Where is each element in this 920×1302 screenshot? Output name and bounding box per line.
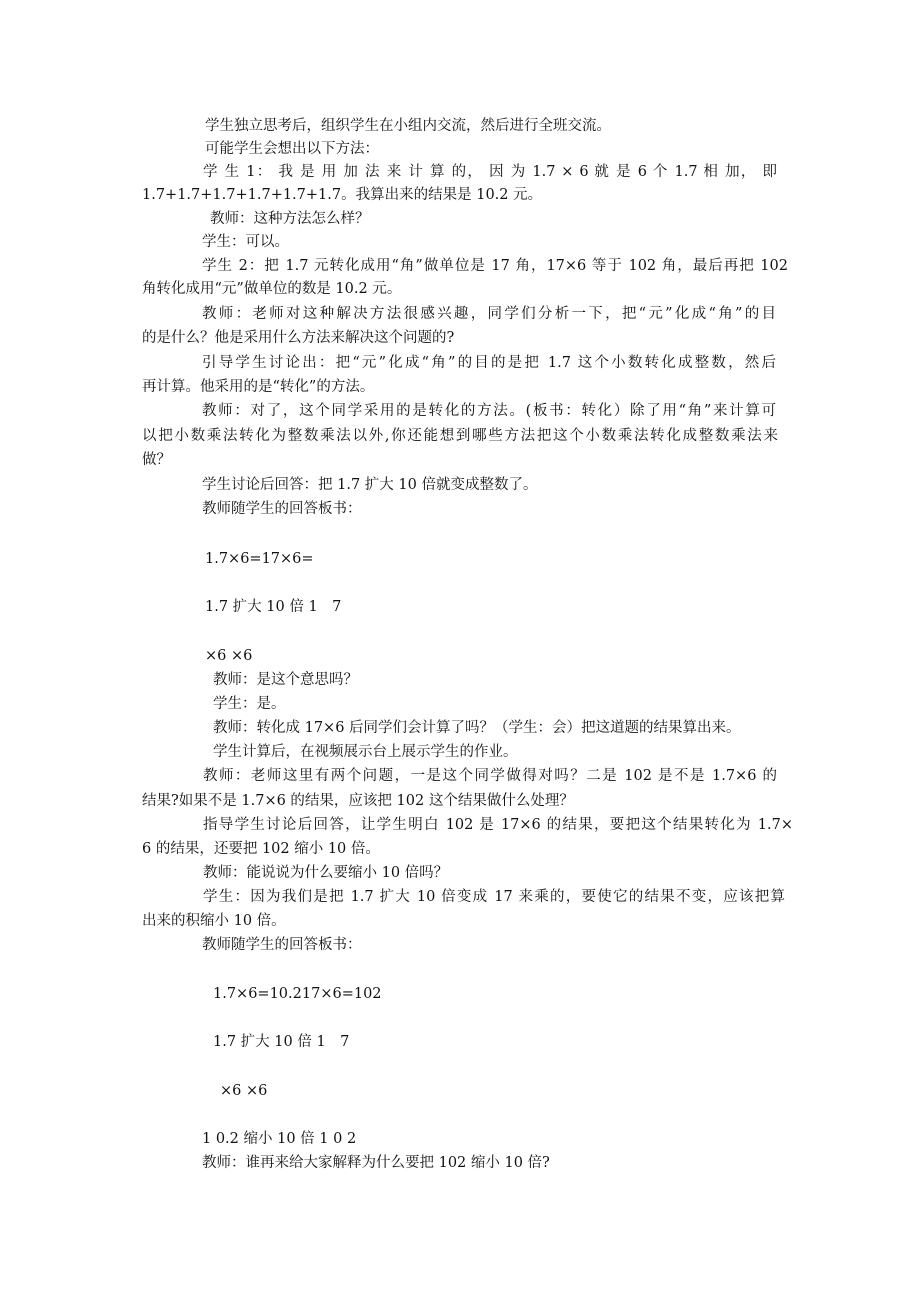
text-line: 学生 2：把 1.7 元转化成用“角”做单位是 17 角，17×6 等于 102 角，最后再把 102 — [202, 258, 788, 274]
text-line: 再计算。他采用的是“转化”的方法。 — [142, 379, 375, 395]
text-line: 教师：转化成 17×6 后同学们会计算了吗？（学生：会）把这道题的结果算出来。 — [213, 720, 741, 736]
text-line: 教师：谁再来给大家解释为什么要把 102 缩小 10 倍? — [202, 1155, 550, 1171]
board-line: 1.7 扩大 10 倍 1 7 — [205, 599, 342, 615]
text-line: 学生：是。 — [213, 696, 286, 712]
text-line: 角转化成用“元”做单位的数是 10.2 元。 — [142, 281, 402, 297]
text-line: 教师随学生的回答板书： — [202, 501, 362, 517]
text-line: 出来的积缩小 10 倍。 — [142, 913, 286, 929]
text-line: 学 生 1： 我 是 用 加 法 来 计 算 的， 因 为 1.7 × 6 就 是 6 个 1.7 相 加， 即 — [203, 164, 777, 180]
board-line: ×6 ×6 — [220, 1083, 268, 1099]
text-line: 可能学生会想出以下方法： — [205, 141, 379, 157]
text-line: 以把小数乘法转化为整数乘法以外,你还能想到哪些方法把这个小数乘法转化成整数乘法来 — [142, 428, 778, 444]
text-line: 教师随学生的回答板书： — [202, 937, 362, 953]
text-line: 教师：老师这里有两个问题，一是这个同学做得对吗？二是 102 是不是 1.7×6 的 — [203, 768, 777, 784]
text-line: 教师：是这个意思吗？ — [213, 672, 358, 688]
text-line: 引导学生讨论出：把“元”化成“角”的目的是把 1.7 这个小数转化成整数，然后 — [202, 355, 776, 371]
text-line: 学生讨论后回答：把 1.7 扩大 10 倍就变成整数了。 — [202, 477, 538, 493]
text-line: 1.7+1.7+1.7+1.7+1.7+1.7。我算出来的结果是 10.2 元。 — [142, 187, 543, 203]
text-line: 学生：可以。 — [202, 234, 289, 250]
board-line: 1.7×6=17×6= — [205, 551, 314, 567]
text-line: 结果?如果不是 1.7×6 的结果，应该把 102 这个结果做什么处理？ — [142, 793, 574, 809]
board-line: ×6 ×6 — [205, 648, 253, 664]
text-line: 做？ — [142, 452, 171, 468]
text-line: 教师：老师对这种解决方法很感兴趣，同学们分析一下，把“元”化成“角”的目 — [202, 306, 776, 322]
text-line: 学生计算后，在视频展示台上展示学生的作业。 — [213, 744, 518, 760]
board-line: 1.7×6=10.217×6=102 — [213, 986, 382, 1002]
text-line: 学生独立思考后，组织学生在小组内交流，然后进行全班交流。 — [205, 118, 611, 134]
board-line: 1.7 扩大 10 倍 1 7 — [213, 1034, 350, 1050]
text-line: 6 的结果，还要把 102 缩小 10 倍。 — [142, 841, 380, 857]
text-line: 教师：能说说为什么要缩小 10 倍吗？ — [203, 865, 449, 881]
board-line: 1 0.2 缩小 10 倍 1 0 2 — [202, 1131, 357, 1147]
text-line: 的是什么？他是采用什么方法来解决这个问题的? — [142, 330, 455, 346]
text-line: 指导学生讨论后回答，让学生明白 102 是 17×6 的结果，要把这个结果转化为 1.7× — [203, 817, 793, 833]
text-line: 教师：对了，这个同学采用的是转化的方法。(板书：转化）除了用“角”来计算可 — [202, 403, 776, 419]
text-line: 学生：因为我们是把 1.7 扩大 10 倍变成 17 来乘的，要使它的结果不变，应该把算 — [203, 889, 785, 905]
text-line: 教师：这种方法怎么样？ — [210, 211, 370, 227]
